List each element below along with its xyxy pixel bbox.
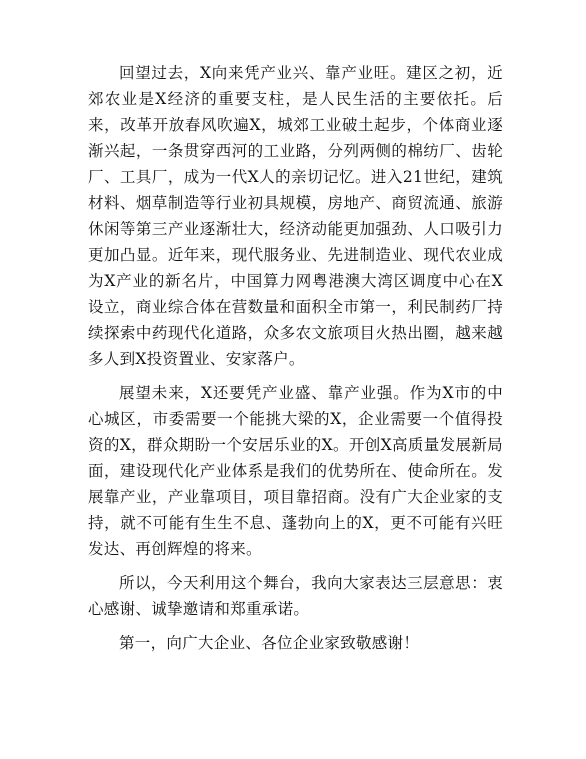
paragraph-outlook-future: 展望未来，X还要凭产业盛、靠产业强。作为X市的中心城区，市委需要一个能挑大梁的X，企业需要一个值得投资的X，群众期盼一个安居乐业的X。开创X高质量发展新局面，建设现代化产业体系是我们的优势所在、使命所在。发展靠产业，产业靠项目，项目靠招商。没有广大企业家的支持，就不可能有生生不息、蓬勃向上的X，更不可能有兴旺发达、再创辉煌的将来。	[88, 384, 503, 558]
paragraph-three-points: 所以，今天利用这个舞台，我向大家表达三层意思：衷心感谢、诚挚邀请和郑重承诺。	[88, 574, 503, 618]
paragraph-first-point: 第一，向广大企业、各位企业家致敬感谢！	[119, 634, 420, 652]
paragraph-review-past: 回望过去，X向来凭产业兴、靠产业旺。建区之初，近郊农业是X经济的重要支柱，是人民生活的主要依托。后来，改革开放春风吹遍X，城郊工业破土起步，个体商业逐渐兴起，一条贯穿西河的工业路，分列两侧的棉纺厂、齿轮厂、工具厂，成为一代X人的亲切记忆。进入21世纪，建筑材料、烟草制造等行业初具规模，房地产、商贸流通、旅游休闲等第三产业逐渐壮大，经济动能更加强劲、人口吸引力更加凸显。近年来，现代服务业、先进制造业、现代农业成为X产业的新名片，中国算力网粤港澳大湾区调度中心在X设立，商业综合体在营数量和面积全市第一，利民制药厂持续探索中药现代化道路，众多农文旅项目火热出圈，越来越多人到X投资置业、安家落户。	[88, 64, 503, 368]
document-body	[88, 60, 503, 664]
